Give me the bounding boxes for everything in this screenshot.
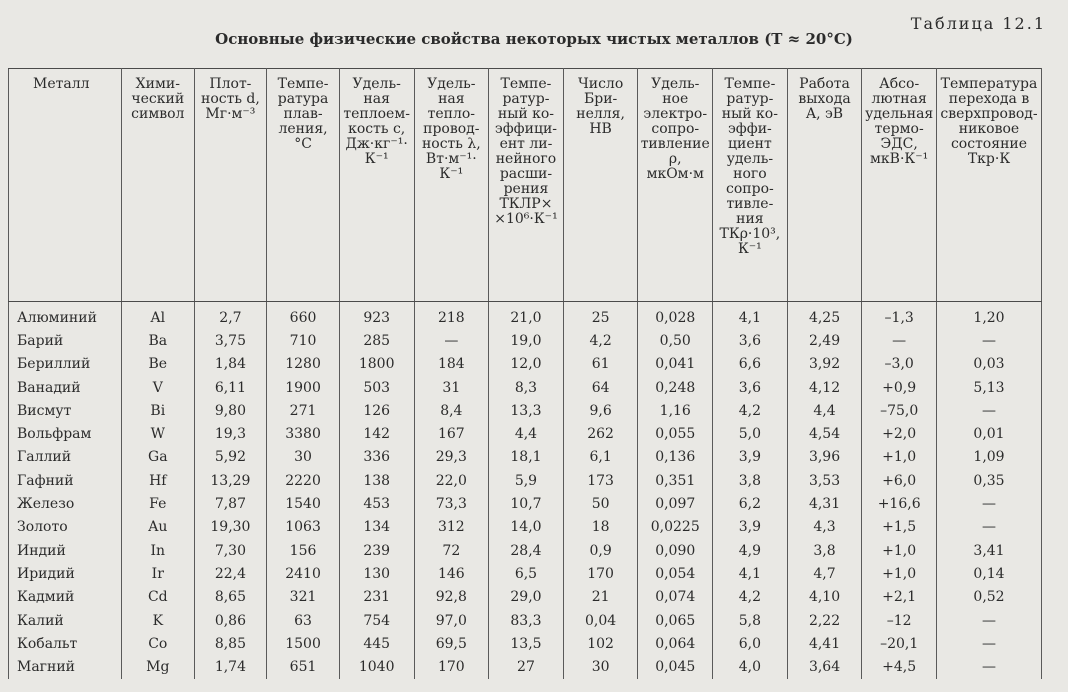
table-cell: 72 [414, 539, 489, 562]
table-cell: 18 [563, 516, 638, 539]
table-cell: 6,6 [713, 353, 788, 376]
table-cell: 0,50 [638, 329, 713, 352]
header-symbol: Хими- ческий символ [121, 69, 194, 302]
table-cell: Bi [121, 399, 194, 422]
table-cell: 4,2 [713, 586, 788, 609]
header-density: Плот- ность d, Мг·м⁻³ [194, 69, 267, 302]
table-cell: 4,3 [787, 516, 862, 539]
table-cell: 9,80 [194, 399, 267, 422]
table-cell: 25 [563, 302, 638, 330]
table-cell: 7,30 [194, 539, 267, 562]
table-cell: 239 [339, 539, 414, 562]
table-row [9, 399, 1042, 422]
table-cell: 73,3 [414, 492, 489, 515]
table-cell: Au [121, 516, 194, 539]
table-cell: 3,75 [194, 329, 267, 352]
metal-name-cell: Магний [9, 655, 122, 678]
table-cell: 231 [339, 586, 414, 609]
table-cell: 710 [267, 329, 340, 352]
table-cell: 1,74 [194, 655, 267, 678]
table-cell: Ba [121, 329, 194, 352]
table-cell: 754 [339, 609, 414, 632]
header-resistivity: Удель- ное электро- сопро- тивление ρ, мкОм·м [638, 69, 713, 302]
table-cell: 4,31 [787, 492, 862, 515]
table-cell: 8,65 [194, 586, 267, 609]
table-cell: Cd [121, 586, 194, 609]
table-cell: Mg [121, 655, 194, 678]
table-cell: 4,9 [713, 539, 788, 562]
table-cell: 923 [339, 302, 414, 330]
header-heat-capacity: Удель- ная теплоем- кость c, Дж·кг⁻¹· К⁻¹ [339, 69, 414, 302]
table-cell: 27 [489, 655, 564, 678]
table-cell: 4,41 [787, 632, 862, 655]
table-cell: — [936, 609, 1041, 632]
table-cell: 13,29 [194, 469, 267, 492]
table-cell: 3,6 [713, 329, 788, 352]
table-cell: 0,351 [638, 469, 713, 492]
metal-name-cell: Ванадий [9, 376, 122, 399]
table-cell: 0,14 [936, 562, 1041, 585]
table-cell: +1,0 [862, 446, 937, 469]
table-cell: +4,5 [862, 655, 937, 678]
header-metal: Металл [9, 69, 122, 302]
table-cell: 167 [414, 422, 489, 445]
table-cell: 9,6 [563, 399, 638, 422]
table-body [9, 302, 1042, 679]
table-cell: 1040 [339, 655, 414, 678]
table-cell: — [414, 329, 489, 352]
table-cell: 2,7 [194, 302, 267, 330]
table-cell: 0,01 [936, 422, 1041, 445]
table-cell: 0,9 [563, 539, 638, 562]
table-cell: 336 [339, 446, 414, 469]
table-cell: — [936, 329, 1041, 352]
header-superconducting-temp: Температура перехода в сверхпровод- никовое состояние Tкр·К [936, 69, 1041, 302]
metal-name-cell: Алюминий [9, 302, 122, 330]
table-cell: 4,25 [787, 302, 862, 330]
table-cell: 1540 [267, 492, 340, 515]
table-cell: 50 [563, 492, 638, 515]
table-cell: Be [121, 353, 194, 376]
table-cell: 3,9 [713, 446, 788, 469]
table-cell: 102 [563, 632, 638, 655]
table-cell: 0,097 [638, 492, 713, 515]
table-cell: 0,065 [638, 609, 713, 632]
table-cell: 8,3 [489, 376, 564, 399]
table-cell: 0,054 [638, 562, 713, 585]
table-cell: 0,86 [194, 609, 267, 632]
table-cell: 0,136 [638, 446, 713, 469]
table-cell: 21,0 [489, 302, 564, 330]
table-cell: 0,074 [638, 586, 713, 609]
table-cell: 13,3 [489, 399, 564, 422]
header-resistivity-coeff: Темпе- ратур- ный ко- эффи- циент удель- ного сопро- тивле- ния ТКρ·10³, К⁻¹ [713, 69, 788, 302]
table-cell: 0,04 [563, 609, 638, 632]
table-row [9, 446, 1042, 469]
table-title: Основные физические свойства некоторых чистых металлов (T ≈ 20°C) [215, 30, 853, 48]
table-cell: 97,0 [414, 609, 489, 632]
table-cell: 0,52 [936, 586, 1041, 609]
table-cell: 61 [563, 353, 638, 376]
table-cell: 134 [339, 516, 414, 539]
table-cell: –1,3 [862, 302, 937, 330]
table-cell: 63 [267, 609, 340, 632]
table-cell: 1,16 [638, 399, 713, 422]
table-cell: 4,4 [787, 399, 862, 422]
table-cell: 3,41 [936, 539, 1041, 562]
table-cell: 138 [339, 469, 414, 492]
table-cell: 8,4 [414, 399, 489, 422]
table-cell: 218 [414, 302, 489, 330]
table-cell: 83,3 [489, 609, 564, 632]
table-cell: 5,92 [194, 446, 267, 469]
table-cell: 19,0 [489, 329, 564, 352]
table-cell: 4,10 [787, 586, 862, 609]
table-row [9, 655, 1042, 678]
metal-name-cell: Бериллий [9, 353, 122, 376]
table-cell: 64 [563, 376, 638, 399]
table-cell: 262 [563, 422, 638, 445]
metal-name-cell: Галлий [9, 446, 122, 469]
table-cell: +1,0 [862, 539, 937, 562]
table-cell: 92,8 [414, 586, 489, 609]
table-cell: 3,6 [713, 376, 788, 399]
table-cell: –12 [862, 609, 937, 632]
table-cell: 4,1 [713, 302, 788, 330]
table-cell: 21 [563, 586, 638, 609]
table-cell: 6,5 [489, 562, 564, 585]
table-cell: 1800 [339, 353, 414, 376]
table-cell: 19,3 [194, 422, 267, 445]
table-cell: 312 [414, 516, 489, 539]
table-cell: +6,0 [862, 469, 937, 492]
table-cell: 5,9 [489, 469, 564, 492]
table-cell: 3,92 [787, 353, 862, 376]
table-cell: W [121, 422, 194, 445]
table-row [9, 539, 1042, 562]
table-cell: 4,1 [713, 562, 788, 585]
table-cell: 5,8 [713, 609, 788, 632]
table-cell: 0,055 [638, 422, 713, 445]
metal-name-cell: Золото [9, 516, 122, 539]
table-row [9, 376, 1042, 399]
table-cell: 29,0 [489, 586, 564, 609]
table-cell: 0,35 [936, 469, 1041, 492]
table-cell: +1,0 [862, 562, 937, 585]
table-cell: 130 [339, 562, 414, 585]
table-cell: 0,03 [936, 353, 1041, 376]
metal-name-cell: Индий [9, 539, 122, 562]
table-cell: 0,064 [638, 632, 713, 655]
table-cell: 4,2 [713, 399, 788, 422]
table-cell: 0,045 [638, 655, 713, 678]
header-thermal-conductivity: Удель- ная тепло- провод- ность λ, Вт·м⁻¹· К⁻¹ [414, 69, 489, 302]
table-cell: 503 [339, 376, 414, 399]
table-cell: 1,84 [194, 353, 267, 376]
table-cell: 1280 [267, 353, 340, 376]
table-cell: –75,0 [862, 399, 937, 422]
table-cell: 5,0 [713, 422, 788, 445]
metal-name-cell: Вольфрам [9, 422, 122, 445]
table-cell: 18,1 [489, 446, 564, 469]
table-cell: 7,87 [194, 492, 267, 515]
metal-name-cell: Калий [9, 609, 122, 632]
table-cell: 2410 [267, 562, 340, 585]
table-row [9, 632, 1042, 655]
table-cell: +0,9 [862, 376, 937, 399]
table-cell: 13,5 [489, 632, 564, 655]
table-cell: Ga [121, 446, 194, 469]
table-cell: Ir [121, 562, 194, 585]
table-cell: 1063 [267, 516, 340, 539]
table-cell: 3,96 [787, 446, 862, 469]
header-row [9, 69, 1042, 302]
table-cell: 1,20 [936, 302, 1041, 330]
table-row [9, 562, 1042, 585]
table-cell: — [936, 492, 1041, 515]
table-cell: 22,4 [194, 562, 267, 585]
metal-name-cell: Железо [9, 492, 122, 515]
table-cell: 321 [267, 586, 340, 609]
metal-name-cell: Кобальт [9, 632, 122, 655]
header-melting-point: Темпе- ратура плав- ления, °C [267, 69, 340, 302]
table-row [9, 302, 1042, 330]
table-row [9, 469, 1042, 492]
table-cell: 6,1 [563, 446, 638, 469]
table-cell: 22,0 [414, 469, 489, 492]
table-cell: 6,0 [713, 632, 788, 655]
table-cell: 660 [267, 302, 340, 330]
table-cell: +2,0 [862, 422, 937, 445]
table-cell: 1500 [267, 632, 340, 655]
table-cell: 184 [414, 353, 489, 376]
table-cell: 0,041 [638, 353, 713, 376]
table-cell: 14,0 [489, 516, 564, 539]
metal-name-cell: Кадмий [9, 586, 122, 609]
table-cell: 142 [339, 422, 414, 445]
header-thermal-expansion: Темпе- ратур- ный ко- эффици- ент ли- нейного расши- рения ТКЛР× ×10⁶·К⁻¹ [489, 69, 564, 302]
table-cell: — [936, 399, 1041, 422]
table-row [9, 609, 1042, 632]
table-cell: –3,0 [862, 353, 937, 376]
table-cell: 3,9 [713, 516, 788, 539]
table-cell: 69,5 [414, 632, 489, 655]
table-cell: 5,13 [936, 376, 1041, 399]
table-cell: 453 [339, 492, 414, 515]
table-cell: 1900 [267, 376, 340, 399]
table-cell: 126 [339, 399, 414, 422]
metal-name-cell: Гафний [9, 469, 122, 492]
table-cell: Hf [121, 469, 194, 492]
header-work-function: Работа выхода A, эВ [787, 69, 862, 302]
table-cell: — [936, 655, 1041, 678]
metal-name-cell: Иридий [9, 562, 122, 585]
header-brinell: Число Бри- нелля, НВ [563, 69, 638, 302]
table-cell: 4,54 [787, 422, 862, 445]
table-cell: — [936, 516, 1041, 539]
metal-name-cell: Барий [9, 329, 122, 352]
table-cell: — [862, 329, 937, 352]
table-cell: 4,2 [563, 329, 638, 352]
table-cell: 6,11 [194, 376, 267, 399]
table-cell: +1,5 [862, 516, 937, 539]
table-cell: +2,1 [862, 586, 937, 609]
table-cell: +16,6 [862, 492, 937, 515]
table-cell: 3,8 [713, 469, 788, 492]
table-row [9, 492, 1042, 515]
table-cell: 10,7 [489, 492, 564, 515]
metals-table [8, 68, 1042, 679]
table-cell: 28,4 [489, 539, 564, 562]
table-cell: — [936, 632, 1041, 655]
table-cell: 0,0225 [638, 516, 713, 539]
header-thermo-emf: Абсо- лютная удельная термо- ЭДС, мкВ·К⁻¹ [862, 69, 937, 302]
table-cell: 156 [267, 539, 340, 562]
table-cell: 4,0 [713, 655, 788, 678]
table-cell: 0,090 [638, 539, 713, 562]
table-row [9, 516, 1042, 539]
table-row [9, 353, 1042, 376]
table-cell: –20,1 [862, 632, 937, 655]
table-cell: 173 [563, 469, 638, 492]
table-cell: 31 [414, 376, 489, 399]
table-caption: Таблица 12.1 [910, 14, 1046, 33]
table-cell: 271 [267, 399, 340, 422]
table-cell: 19,30 [194, 516, 267, 539]
table-cell: 651 [267, 655, 340, 678]
table-cell: V [121, 376, 194, 399]
table-cell: 3,53 [787, 469, 862, 492]
table-cell: 12,0 [489, 353, 564, 376]
table-cell: 146 [414, 562, 489, 585]
table-cell: 6,2 [713, 492, 788, 515]
table-cell: K [121, 609, 194, 632]
table-cell: Al [121, 302, 194, 330]
table-cell: 29,3 [414, 446, 489, 469]
metal-name-cell: Висмут [9, 399, 122, 422]
table-cell: 1,09 [936, 446, 1041, 469]
table-cell: Fe [121, 492, 194, 515]
table-cell: In [121, 539, 194, 562]
table-cell: 0,248 [638, 376, 713, 399]
table-cell: 30 [563, 655, 638, 678]
table-cell: 3,8 [787, 539, 862, 562]
table-row [9, 329, 1042, 352]
table-cell: 445 [339, 632, 414, 655]
table-row [9, 422, 1042, 445]
table-cell: 285 [339, 329, 414, 352]
table-cell: 8,85 [194, 632, 267, 655]
table-cell: 4,12 [787, 376, 862, 399]
table-cell: 30 [267, 446, 340, 469]
table-cell: 2220 [267, 469, 340, 492]
table-row [9, 586, 1042, 609]
table-cell: 2,49 [787, 329, 862, 352]
table-cell: 170 [563, 562, 638, 585]
table-cell: 3380 [267, 422, 340, 445]
table-cell: 2,22 [787, 609, 862, 632]
table-cell: 0,028 [638, 302, 713, 330]
table-cell: 170 [414, 655, 489, 678]
table-cell: 3,64 [787, 655, 862, 678]
table-cell: 4,4 [489, 422, 564, 445]
table-cell: 4,7 [787, 562, 862, 585]
table-cell: Co [121, 632, 194, 655]
